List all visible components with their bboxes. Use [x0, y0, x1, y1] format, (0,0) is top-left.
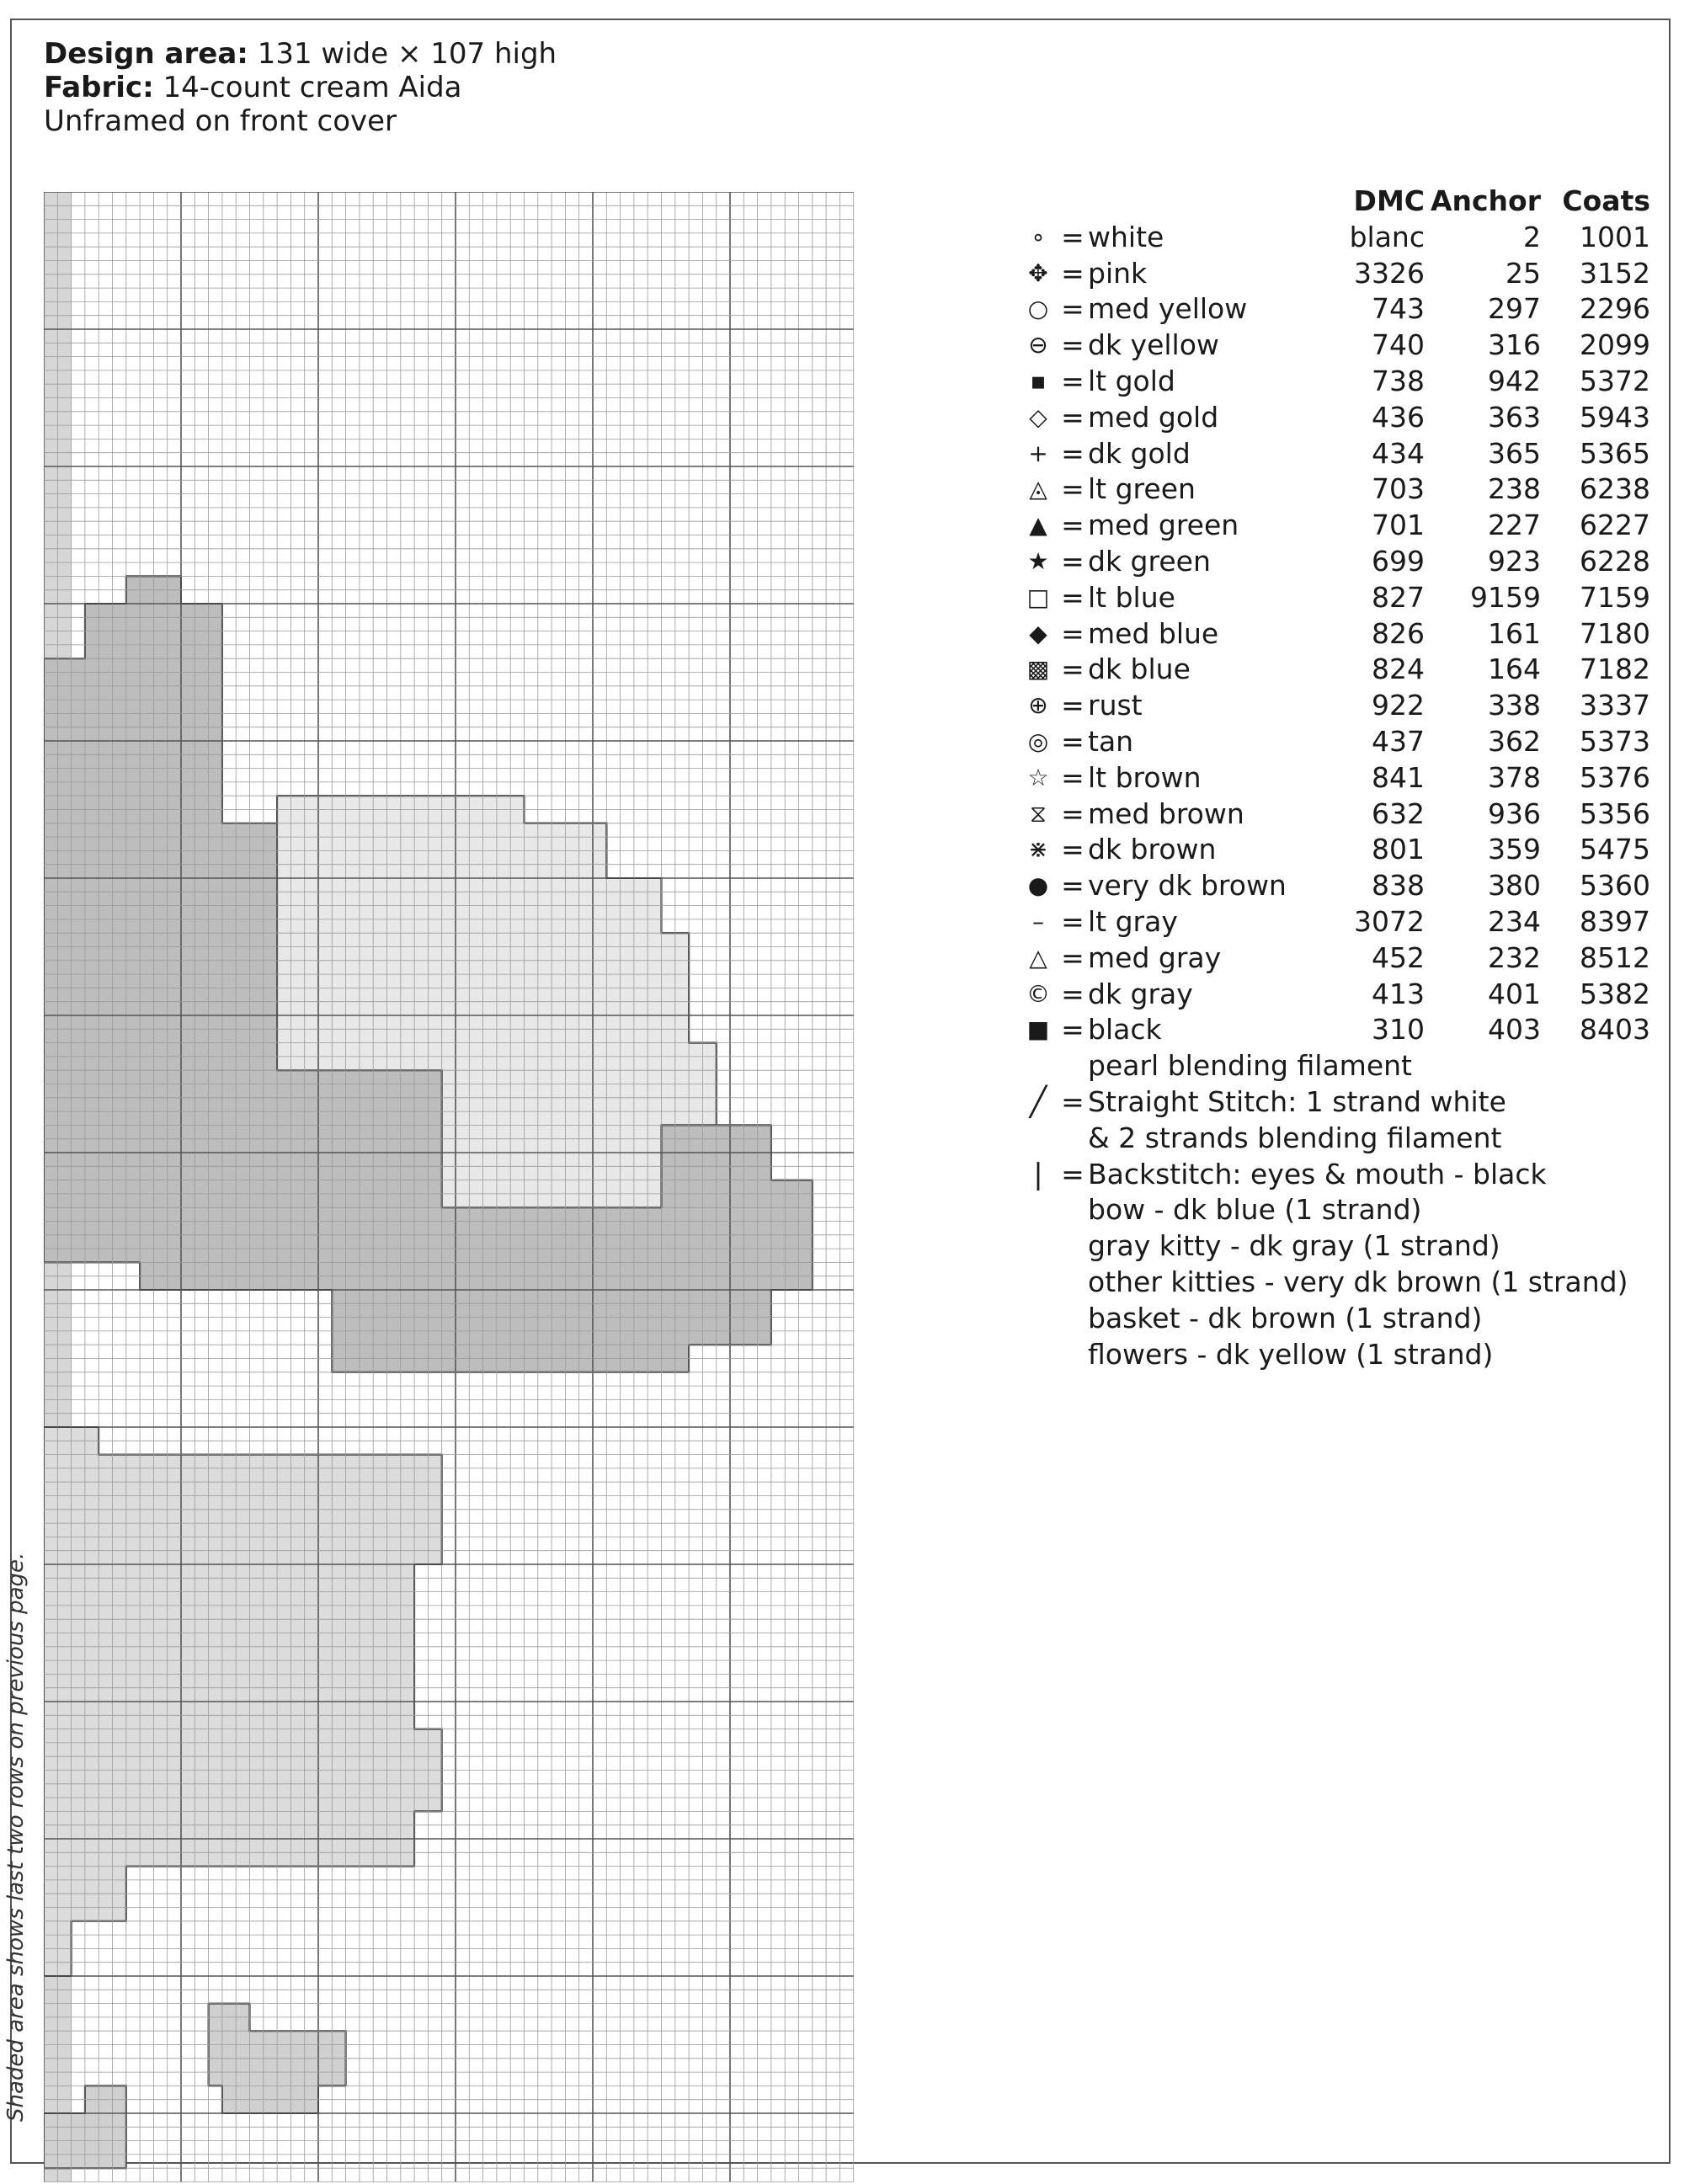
key-dmc-code: 801: [1372, 833, 1425, 866]
key-coats-code: 6228: [1580, 544, 1650, 578]
key-coats-code: 5373: [1580, 724, 1650, 758]
key-row: [1019, 436, 1650, 472]
key-color-name: dk brown: [1088, 833, 1217, 866]
key-equals: =: [1061, 436, 1084, 470]
key-symbol-icon: –: [1032, 907, 1044, 935]
key-anchor-code: 401: [1488, 977, 1541, 1010]
backstitch-icon: |: [1033, 1157, 1043, 1191]
key-dmc-code: 3326: [1354, 256, 1425, 290]
backstitch-other-kitties: other kitties - very dk brown (1 strand): [1088, 1265, 1628, 1298]
cover-note: Unframed on front cover: [44, 104, 397, 138]
design-area-label: Design area:: [44, 37, 248, 71]
key-coats-code: 2099: [1580, 328, 1650, 362]
backstitch-text: Backstitch: eyes & mouth - black: [1088, 1157, 1547, 1191]
key-symbol-icon: ⧖: [1030, 799, 1047, 828]
key-equals: =: [1061, 653, 1084, 686]
key-anchor-code: 25: [1505, 256, 1541, 290]
key-equals: =: [1061, 833, 1084, 866]
key-color-name: very dk brown: [1088, 869, 1287, 903]
key-color-name: dk yellow: [1088, 328, 1219, 362]
key-equals: =: [1061, 292, 1084, 326]
key-anchor-code: 936: [1488, 796, 1541, 830]
key-row: [1019, 364, 1650, 400]
key-dmc-code: 437: [1372, 724, 1425, 758]
key-equals: =: [1061, 977, 1084, 1010]
key-coats-code: 5356: [1580, 796, 1650, 830]
key-row: [1019, 508, 1650, 544]
key-equals: =: [1061, 724, 1084, 758]
key-coats-code: 5365: [1580, 436, 1650, 470]
key-equals: =: [1061, 869, 1084, 903]
key-anchor-code: 227: [1488, 509, 1541, 542]
dmc-column-header: DMC: [1353, 184, 1425, 217]
backstitch-bow: bow - dk blue (1 strand): [1088, 1193, 1422, 1227]
key-symbol-icon: ✥: [1028, 258, 1048, 287]
key-row: [1019, 796, 1650, 833]
key-anchor-code: 359: [1488, 833, 1541, 866]
key-symbol-icon: ◇: [1029, 402, 1047, 431]
key-equals: =: [1061, 904, 1084, 938]
key-anchor-code: 403: [1488, 1013, 1541, 1047]
key-anchor-code: 316: [1488, 328, 1541, 362]
key-anchor-code: 232: [1488, 940, 1541, 974]
key-anchor-code: 362: [1488, 724, 1541, 758]
key-anchor-code: 338: [1488, 689, 1541, 722]
key-symbol-icon: △: [1029, 943, 1047, 972]
key-color-name: lt green: [1088, 472, 1196, 506]
key-symbol-icon: ○: [1027, 295, 1049, 323]
coats-column-header: Coats: [1562, 184, 1650, 217]
key-symbol-icon: ●: [1027, 871, 1049, 900]
key-equals: =: [1061, 328, 1084, 362]
fabric-label: Fabric:: [44, 71, 154, 104]
key-symbol-icon: ☆: [1027, 763, 1049, 791]
key-anchor-code: 365: [1488, 436, 1541, 470]
key-coats-code: 7182: [1580, 653, 1650, 686]
key-dmc-code: 632: [1372, 796, 1425, 830]
key-rows: [1019, 220, 1650, 1048]
key-color-name: lt brown: [1088, 760, 1202, 794]
key-symbol-icon: ∘: [1031, 222, 1046, 251]
shaded-area-note: Shaded area shows last two rows on previous page.: [3, 1552, 29, 2122]
chart-grid: [44, 192, 855, 2184]
key-row: [1019, 652, 1650, 688]
key-coats-code: 8512: [1580, 940, 1650, 974]
design-area-value: 131 wide × 107 high: [257, 37, 557, 71]
key-symbol-icon: ◬: [1029, 475, 1047, 503]
key-dmc-code: blanc: [1349, 220, 1425, 253]
key-row: [1019, 544, 1650, 580]
key-row: [1019, 688, 1650, 724]
key-row: [1019, 328, 1650, 364]
key-anchor-code: 942: [1488, 364, 1541, 397]
key-dmc-code: 701: [1372, 509, 1425, 542]
key-color-name: med brown: [1088, 796, 1244, 830]
key-coats-code: 7159: [1580, 580, 1650, 614]
key-anchor-code: 2: [1523, 220, 1541, 253]
key-anchor-code: 378: [1488, 760, 1541, 794]
key-color-name: lt blue: [1088, 580, 1175, 614]
filament-note: pearl blending filament: [1088, 1049, 1412, 1083]
key-coats-code: 6227: [1580, 509, 1650, 542]
key-dmc-code: 3072: [1354, 904, 1425, 938]
key-anchor-code: 161: [1488, 616, 1541, 650]
key-color-name: dk green: [1088, 544, 1211, 578]
cross-stitch-chart: [44, 192, 855, 2184]
key-symbol-icon: ⋇: [1028, 835, 1048, 864]
backstitch-basket: basket - dk brown (1 strand): [1088, 1301, 1483, 1334]
key-dmc-code: 743: [1372, 292, 1425, 326]
key-symbol-icon: ★: [1027, 546, 1049, 575]
key-row: [1019, 400, 1650, 436]
key-dmc-code: 841: [1372, 760, 1425, 794]
key-color-name: dk gray: [1088, 977, 1193, 1010]
key-coats-code: 8397: [1580, 904, 1650, 938]
key-equals: =: [1061, 940, 1084, 974]
key-coats-code: 5376: [1580, 760, 1650, 794]
key-symbol-icon: ▪: [1030, 366, 1047, 395]
key-equals: =: [1061, 544, 1084, 578]
key-row: [1019, 256, 1650, 292]
key-row: [1019, 760, 1650, 796]
key-symbol-icon: ©: [1026, 979, 1050, 1008]
key-row: [1019, 904, 1650, 940]
key-coats-code: 1001: [1580, 220, 1650, 253]
key-dmc-code: 703: [1372, 472, 1425, 506]
key-coats-code: 5382: [1580, 977, 1650, 1010]
key-coats-code: 5943: [1580, 400, 1650, 434]
key-equals: =: [1061, 1013, 1084, 1047]
key-symbol-icon: ⊕: [1028, 691, 1048, 720]
fabric-line: [44, 71, 557, 104]
key-dmc-code: 827: [1372, 580, 1425, 614]
backstitch-flowers: flowers - dk yellow (1 strand): [1088, 1337, 1494, 1371]
anchor-column-header: Anchor: [1430, 184, 1541, 217]
key-coats-code: 7180: [1580, 616, 1650, 650]
key-color-name: dk gold: [1088, 436, 1191, 470]
key-color-name: pink: [1088, 256, 1148, 290]
key-coats-code: 3337: [1580, 689, 1650, 722]
key-dmc-code: 310: [1372, 1013, 1425, 1047]
key-equals: =: [1061, 509, 1084, 542]
key-coats-code: 6238: [1580, 472, 1650, 506]
key-symbol-icon: ⊖: [1028, 331, 1048, 360]
key-equals: =: [1061, 796, 1084, 830]
key-equals: =: [1061, 220, 1084, 253]
key-row: [1019, 868, 1650, 904]
key-equals: =: [1061, 616, 1084, 650]
key-color-name: med gray: [1088, 940, 1222, 974]
key-symbol-icon: ■: [1026, 1015, 1050, 1044]
key-equals: =: [1061, 364, 1084, 397]
key-color-name: white: [1088, 220, 1164, 253]
key-equals: =: [1061, 760, 1084, 794]
straight-stitch-text-2: & 2 strands blending filament: [1088, 1121, 1502, 1154]
key-row: [1019, 220, 1650, 256]
key-dmc-code: 838: [1372, 869, 1425, 903]
key-anchor-code: 923: [1488, 544, 1541, 578]
key-dmc-code: 413: [1372, 977, 1425, 1010]
chart-svg: [44, 192, 855, 2184]
key-color-name: rust: [1088, 689, 1143, 722]
key-coats-code: 5372: [1580, 364, 1650, 397]
key-color-name: black: [1088, 1013, 1162, 1047]
key-equals: =: [1061, 400, 1084, 434]
key-row: [1019, 616, 1650, 653]
key-row: [1019, 291, 1650, 328]
key-row: [1019, 724, 1650, 760]
key-row: [1019, 1012, 1650, 1048]
fabric-value: 14-count cream Aida: [163, 71, 462, 104]
key-dmc-code: 824: [1372, 653, 1425, 686]
key-coats-code: 3152: [1580, 256, 1650, 290]
key-color-name: med gold: [1088, 400, 1219, 434]
key-dmc-code: 434: [1372, 436, 1425, 470]
key-header-row: [1019, 184, 1650, 220]
key-color-name: med blue: [1088, 616, 1219, 650]
key-symbol-icon: ▩: [1026, 655, 1050, 684]
key-equals: =: [1061, 472, 1084, 506]
key-anchor-code: 238: [1488, 472, 1541, 506]
key-coats-code: 2296: [1580, 292, 1650, 326]
key-row: [1019, 940, 1650, 977]
key-color-name: med green: [1088, 509, 1239, 542]
key-coats-code: 5360: [1580, 869, 1650, 903]
key-row: [1019, 832, 1650, 868]
straight-stitch-text: Straight Stitch: 1 strand white: [1088, 1084, 1506, 1118]
key-color-name: lt gray: [1088, 904, 1178, 938]
straight-stitch-row: ╱ = Straight Stitch: 1 strand white: [1019, 1084, 1650, 1121]
key-row: [1019, 471, 1650, 508]
backstitch-gray-kitty: gray kitty - dk gray (1 strand): [1088, 1229, 1500, 1263]
key-dmc-code: 699: [1372, 544, 1425, 578]
key-dmc-code: 436: [1372, 400, 1425, 434]
key-row: [1019, 977, 1650, 1013]
key-color-name: dk blue: [1088, 653, 1191, 686]
key-anchor-code: 297: [1488, 292, 1541, 326]
key-symbol-icon: ▲: [1029, 511, 1047, 540]
key-color-name: tan: [1088, 724, 1134, 758]
key-symbol-icon: □: [1026, 583, 1050, 611]
key-dmc-code: 740: [1372, 328, 1425, 362]
key-anchor-code: 9159: [1470, 580, 1541, 614]
key-dmc-code: 452: [1372, 940, 1425, 974]
key-anchor-code: 380: [1488, 869, 1541, 903]
straight-stitch-icon: ╱: [1029, 1084, 1047, 1119]
key-equals: =: [1061, 689, 1084, 722]
design-info: [44, 37, 557, 138]
key-symbol-icon: ◎: [1027, 727, 1049, 755]
key-coats-code: 5475: [1580, 833, 1650, 866]
key-dmc-code: 922: [1372, 689, 1425, 722]
key-anchor-code: 363: [1488, 400, 1541, 434]
key-color-name: med yellow: [1088, 292, 1248, 326]
key-anchor-code: 164: [1488, 653, 1541, 686]
key-symbol-icon: ◆: [1029, 619, 1047, 647]
backstitch-row: | = Backstitch: eyes & mouth - black: [1019, 1157, 1650, 1193]
color-key: [1019, 184, 1650, 1372]
key-equals: =: [1061, 580, 1084, 614]
key-equals: =: [1061, 256, 1084, 290]
key-dmc-code: 826: [1372, 616, 1425, 650]
key-anchor-code: 234: [1488, 904, 1541, 938]
design-area-line: [44, 37, 557, 71]
key-color-name: lt gold: [1088, 364, 1175, 397]
key-dmc-code: 738: [1372, 364, 1425, 397]
key-coats-code: 8403: [1580, 1013, 1650, 1047]
key-symbol-icon: +: [1028, 439, 1048, 467]
key-row: [1019, 580, 1650, 616]
